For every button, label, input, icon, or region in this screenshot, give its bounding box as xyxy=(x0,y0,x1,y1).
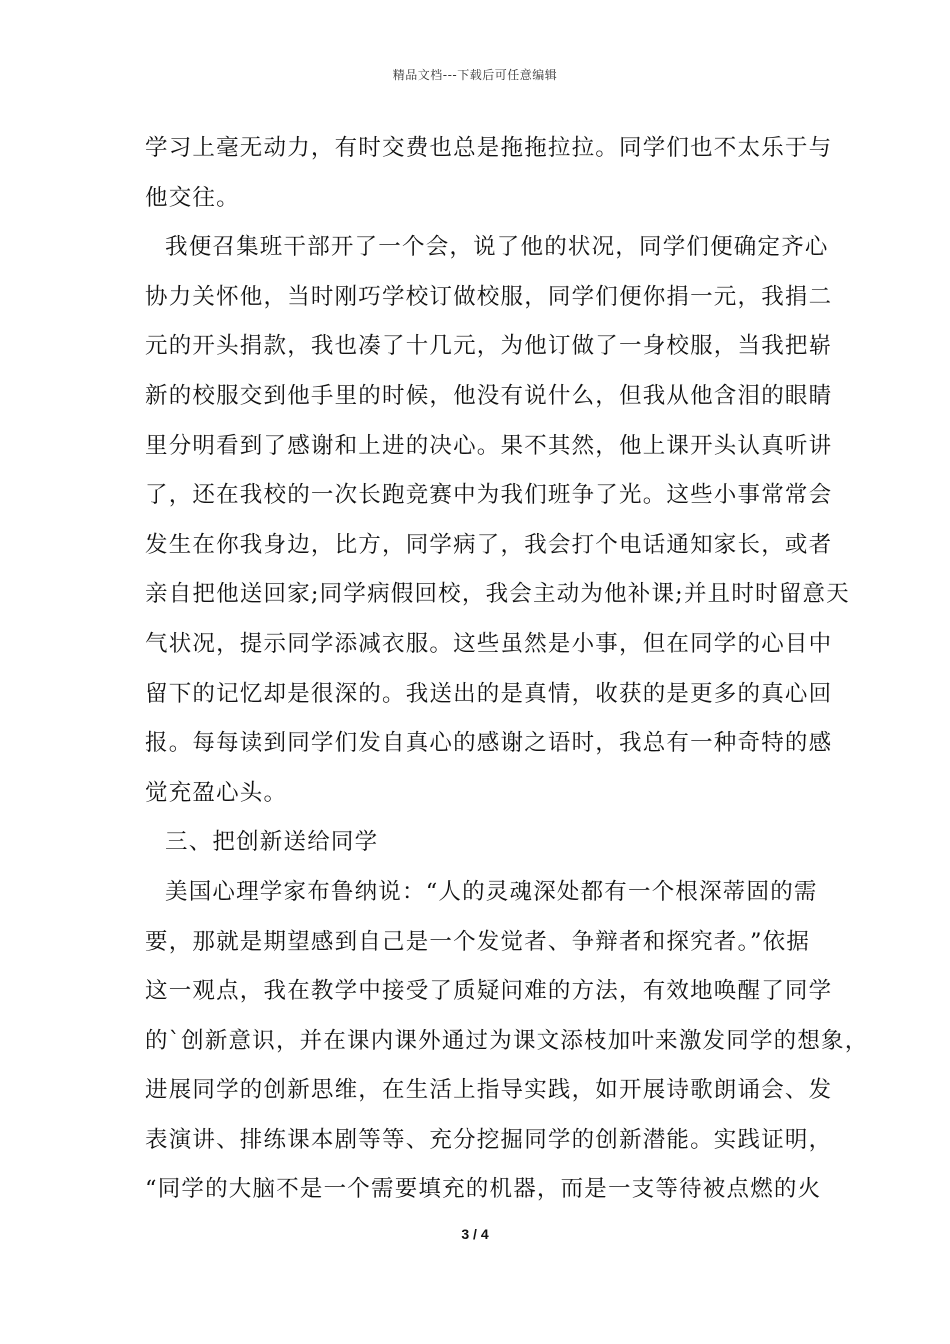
text-line: 学习上毫无动力，有时交费也总是拖拖拉拉。同学们也不太乐于与 xyxy=(145,135,833,161)
text-line: 报。每每读到同学们发自真心的感谢之语时，我总有一种奇特的感 xyxy=(145,730,833,757)
text-line: 新的校服交到他手里的时候，他没有说什么，但我从他含泪的眼睛 xyxy=(145,382,833,409)
text-line: 元的开头捐款，我也凑了十几元，为他订做了一身校服，当我把崭 xyxy=(145,333,833,360)
text-line: 里分明看到了感谢和上进的决心。果不其然，他上课开头认真听讲 xyxy=(145,432,833,459)
text-line: 气状况，提示同学添减衣服。这些虽然是小事，但在同学的心目中 xyxy=(145,630,833,657)
text-line: 的`创新意识，并在课内课外通过为课文添枝加叶来激发同学的想象， xyxy=(145,1027,869,1054)
text-line: 觉充盈心头。 xyxy=(145,779,288,806)
document-body xyxy=(145,124,869,1215)
text-line: 这一观点，我在教学中接受了质疑问难的方法，有效地唤醒了同学 xyxy=(145,978,833,1005)
text-line: 留下的记忆却是很深的。我送出的是真情，收获的是更多的真心回 xyxy=(145,680,833,707)
text-line: 发生在你我身边，比方，同学病了，我会打个电话通知家长，或者 xyxy=(145,531,833,558)
page-number: 3 / 4 xyxy=(461,1226,489,1242)
text-line: 进展同学的创新思维，在生活上指导实践，如开展诗歌朗诵会、发 xyxy=(145,1077,833,1104)
text-line: 要，那就是期望感到自己是一个发觉者、争辩者和探究者。”依据 xyxy=(145,928,811,955)
text-line: 他交往。 xyxy=(145,184,240,211)
text-line: 亲自把他送回家;同学病假回校，我会主动为他补课;并且时时留意天 xyxy=(145,581,850,608)
text-line: “同学的大脑不是一个需要填充的机器，而是一支等待被点燃的火 xyxy=(145,1176,822,1203)
text-line: 表演讲、排练课本剧等等、充分挖掘同学的创新潜能。实践证明， xyxy=(145,1126,833,1153)
text-line: 我便召集班干部开了一个会，说了他的状况，同学们便确定齐心 xyxy=(165,234,829,261)
text-line: 了，还在我校的一次长跑竞赛中为我们班争了光。这些小事常常会 xyxy=(145,482,833,509)
section-heading: 三、把创新送给同学 xyxy=(165,829,379,856)
text-line: 协力关怀他，当时刚巧学校订做校服，同学们便你捐一元，我捐二 xyxy=(145,283,833,310)
text-line: 美国心理学家布鲁纳说：“人的灵魂深处都有一个根深蒂固的需 xyxy=(165,878,818,905)
page-header: 精品文档---下载后可任意编辑 xyxy=(392,68,558,82)
